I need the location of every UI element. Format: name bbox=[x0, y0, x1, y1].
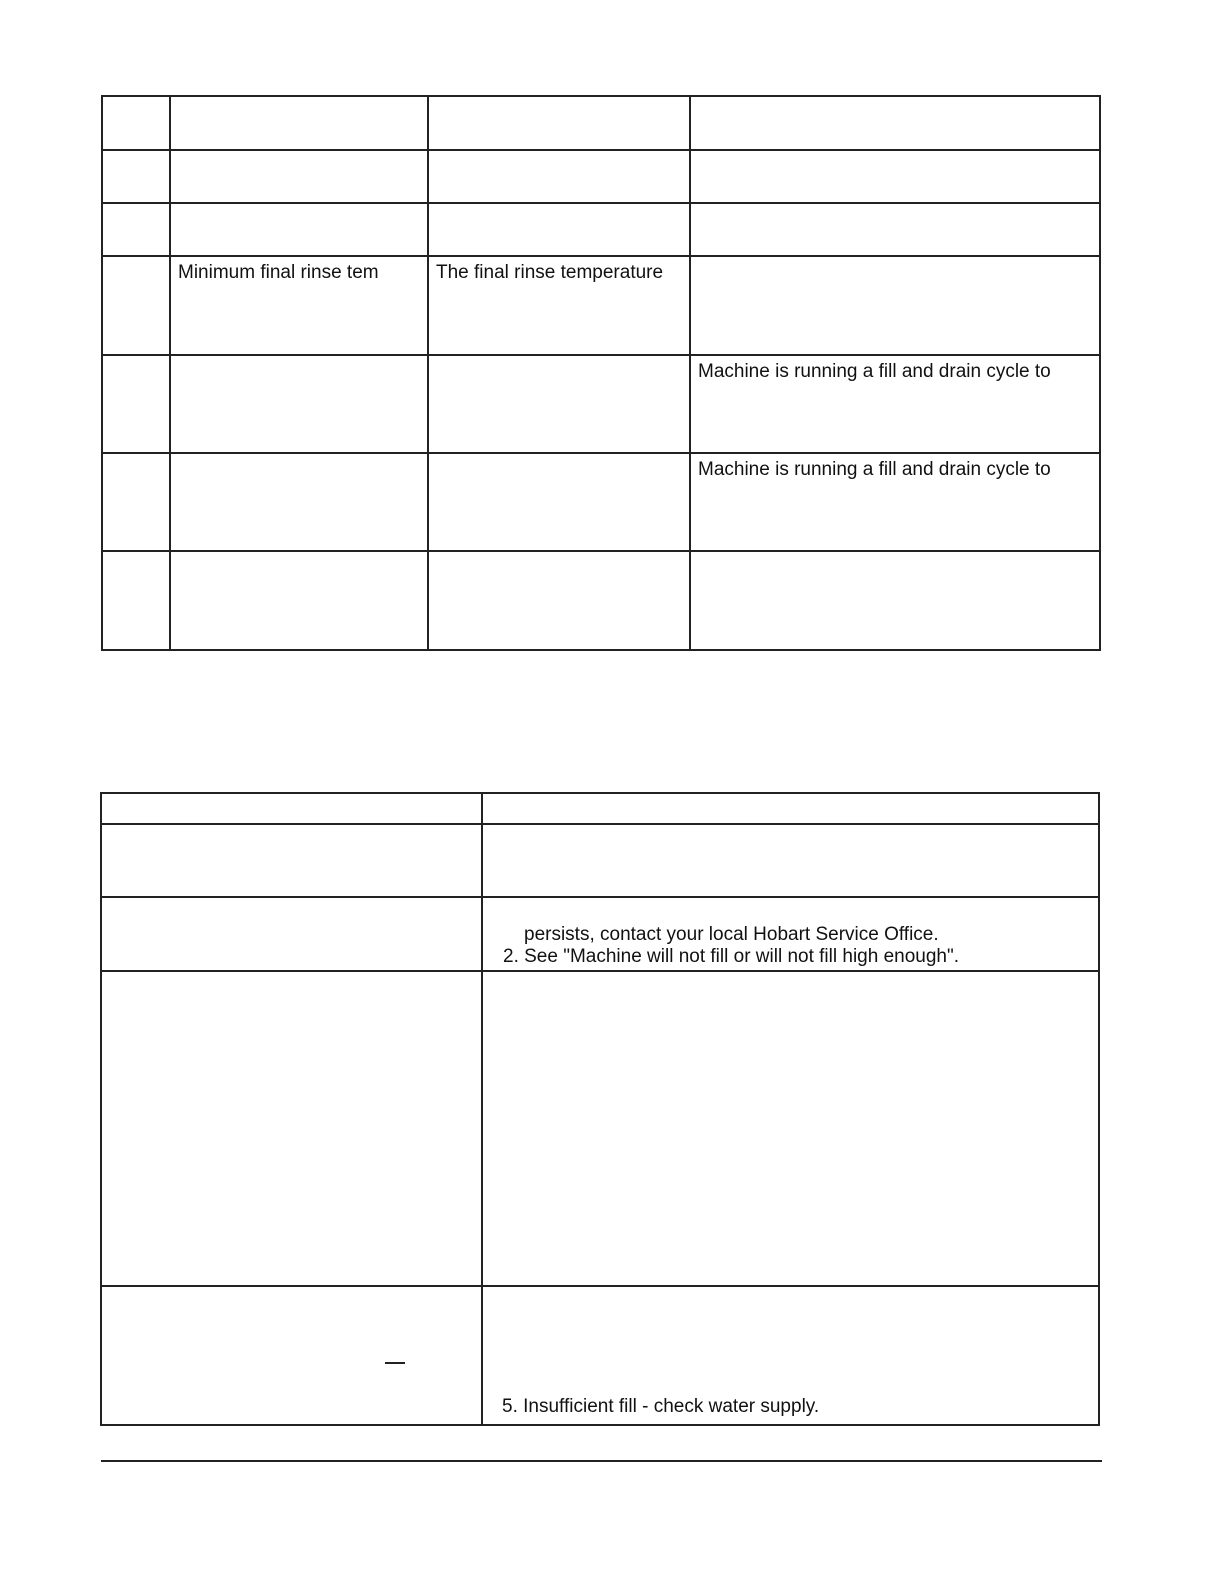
table-cell bbox=[170, 551, 428, 650]
table-cell bbox=[690, 96, 1100, 150]
table-row bbox=[102, 453, 1100, 551]
table-row bbox=[102, 551, 1100, 650]
table-cell bbox=[428, 453, 690, 551]
table-cell bbox=[170, 150, 428, 203]
table-cell bbox=[690, 551, 1100, 650]
table-cell bbox=[101, 971, 482, 1286]
table-cell bbox=[690, 203, 1100, 256]
table-cell bbox=[102, 96, 170, 150]
table-row bbox=[101, 971, 1099, 1286]
table-cell bbox=[170, 453, 428, 551]
table-cell bbox=[482, 971, 1099, 1286]
table-cell bbox=[690, 256, 1100, 355]
table-cell bbox=[428, 203, 690, 256]
table-cell: Minimum final rinse tem bbox=[170, 256, 428, 355]
table-cell bbox=[170, 203, 428, 256]
table-cell bbox=[428, 150, 690, 203]
table-cell bbox=[482, 897, 1099, 971]
table-row bbox=[102, 150, 1100, 203]
table-cell bbox=[101, 793, 482, 824]
table-cell bbox=[428, 551, 690, 650]
table-row bbox=[102, 355, 1100, 453]
table-cell bbox=[170, 355, 428, 453]
table-cell bbox=[101, 824, 482, 897]
table-row bbox=[101, 824, 1099, 897]
remedy-line: 2. See "Machine will not fill or will not fill high enough". bbox=[503, 946, 959, 967]
dash-mark bbox=[385, 1362, 405, 1364]
table-cell: The final rinse temperature bbox=[428, 256, 690, 355]
table-cell bbox=[482, 793, 1099, 824]
table-row bbox=[102, 96, 1100, 150]
table-cell bbox=[102, 150, 170, 203]
table-cell bbox=[170, 96, 428, 150]
table-cell bbox=[102, 355, 170, 453]
remedy-line: persists, contact your local Hobart Service Office. bbox=[524, 924, 939, 945]
table-cell bbox=[482, 1286, 1099, 1425]
error-code-table bbox=[101, 95, 1101, 651]
table-row bbox=[101, 1286, 1099, 1425]
table-row bbox=[101, 793, 1099, 824]
table-cell: Machine is running a fill and drain cycle to bbox=[690, 355, 1100, 453]
table-cell: Machine is running a fill and drain cycle to bbox=[690, 453, 1100, 551]
troubleshooting-table bbox=[100, 792, 1100, 1426]
table-row bbox=[102, 203, 1100, 256]
remedy-line: 5. Insufficient fill - check water supply. bbox=[502, 1396, 820, 1417]
table-cell bbox=[482, 824, 1099, 897]
table-cell bbox=[428, 96, 690, 150]
table-cell bbox=[102, 551, 170, 650]
table-cell bbox=[102, 203, 170, 256]
table-cell bbox=[690, 150, 1100, 203]
footer-rule bbox=[101, 1460, 1102, 1462]
table-cell bbox=[428, 355, 690, 453]
table-cell bbox=[102, 256, 170, 355]
table-row bbox=[101, 897, 1099, 971]
table-cell bbox=[101, 897, 482, 971]
table-row bbox=[102, 256, 1100, 355]
table-cell bbox=[101, 1286, 482, 1425]
table-cell bbox=[102, 453, 170, 551]
